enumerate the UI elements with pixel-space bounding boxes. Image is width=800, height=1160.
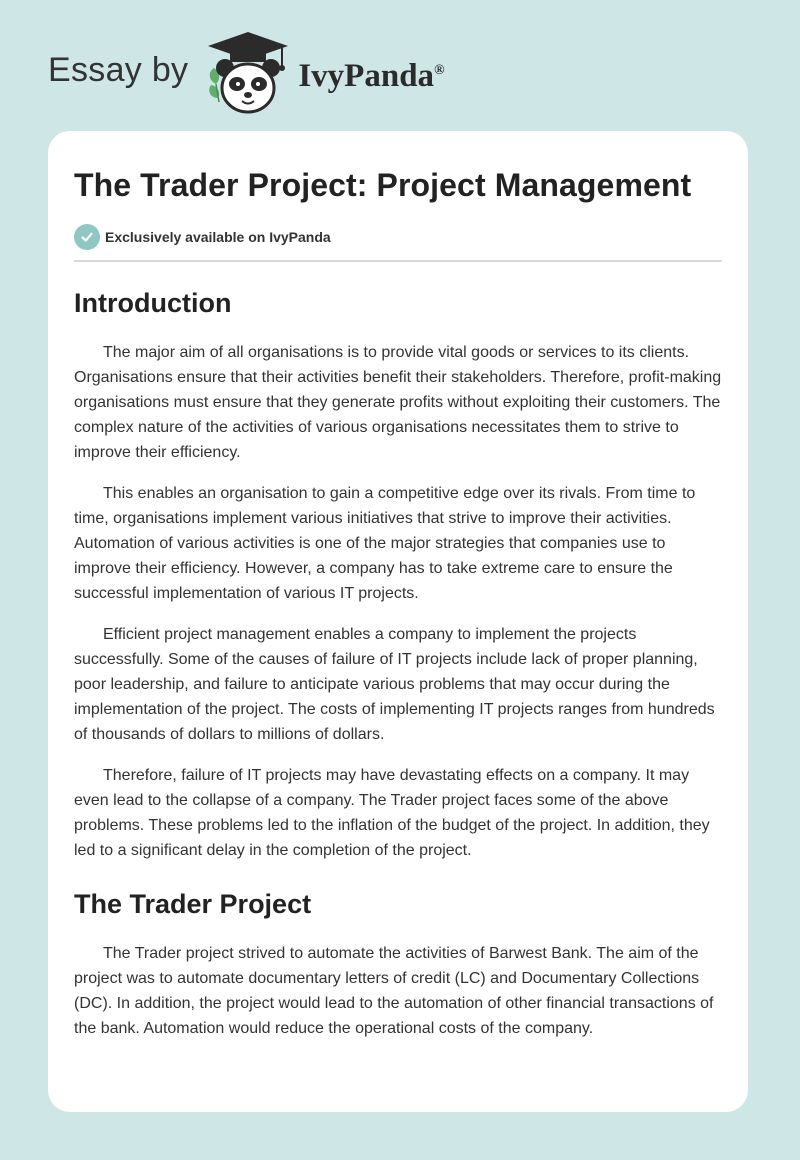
registered-mark: ® [434, 62, 445, 78]
brand-name[interactable]: IvyPanda® [298, 57, 445, 94]
paragraph: The major aim of all organisations is to provide vital goods or services to its clients. Organisations ensure that their activities benefit their stakeholders. Therefore, profit-making organisations must ensure that they generate profits without exploiting their customers. The complex nature of the activities of various organisations necessitates them to strive to improve their efficiency. [74, 344, 722, 461]
article-title: The Trader Project: Project Management [74, 167, 692, 203]
panda-logo-icon[interactable] [202, 28, 294, 118]
title-divider [74, 260, 722, 262]
article-card [48, 131, 748, 1112]
section-introduction [74, 286, 722, 863]
essay-by-label: Essay by [48, 50, 189, 89]
section-heading: The Trader Project [74, 889, 312, 919]
check-icon [74, 224, 100, 250]
site-header [48, 28, 445, 118]
exclusive-badge-text: Exclusively available on IvyPanda [105, 229, 331, 245]
paragraph: This enables an organisation to gain a competitive edge over its rivals. From time to time, organisations implement various initiatives that strive to improve their activities. Automation of various activities is one of the major strategies that companies use to improve their efficiency. However, a company has to take extreme care to ensure the successful implementation of various IT projects. [74, 485, 696, 602]
paragraph: The Trader project strived to automate the activities of Barwest Bank. The aim of the project was to automate documentary letters of credit (LC) and Documentary Collections (DC). In addition, the project would lead to the automation of other financial transactions of the bank. Automation would reduce the operational costs of the company. [74, 945, 714, 1037]
section-trader-project [74, 887, 722, 1041]
exclusive-badge [74, 224, 722, 250]
paragraph: Efficient project management enables a company to implement the projects successfully. Some of the causes of failure of IT projects include lack of proper planning, poor leadership, and failure to anticipate various problems that may occur during the implementation of the project. The costs of implementing IT projects ranges from hundreds of thousands of dollars to millions of dollars. [74, 626, 715, 743]
paragraph: Therefore, failure of IT projects may have devastating effects on a company. It may even lead to the collapse of a company. The Trader project faces some of the above problems. These problems led to the inflation of the budget of the project. In addition, they led to a significant delay in the completion of the project. [74, 767, 710, 859]
section-heading: Introduction [74, 288, 232, 318]
